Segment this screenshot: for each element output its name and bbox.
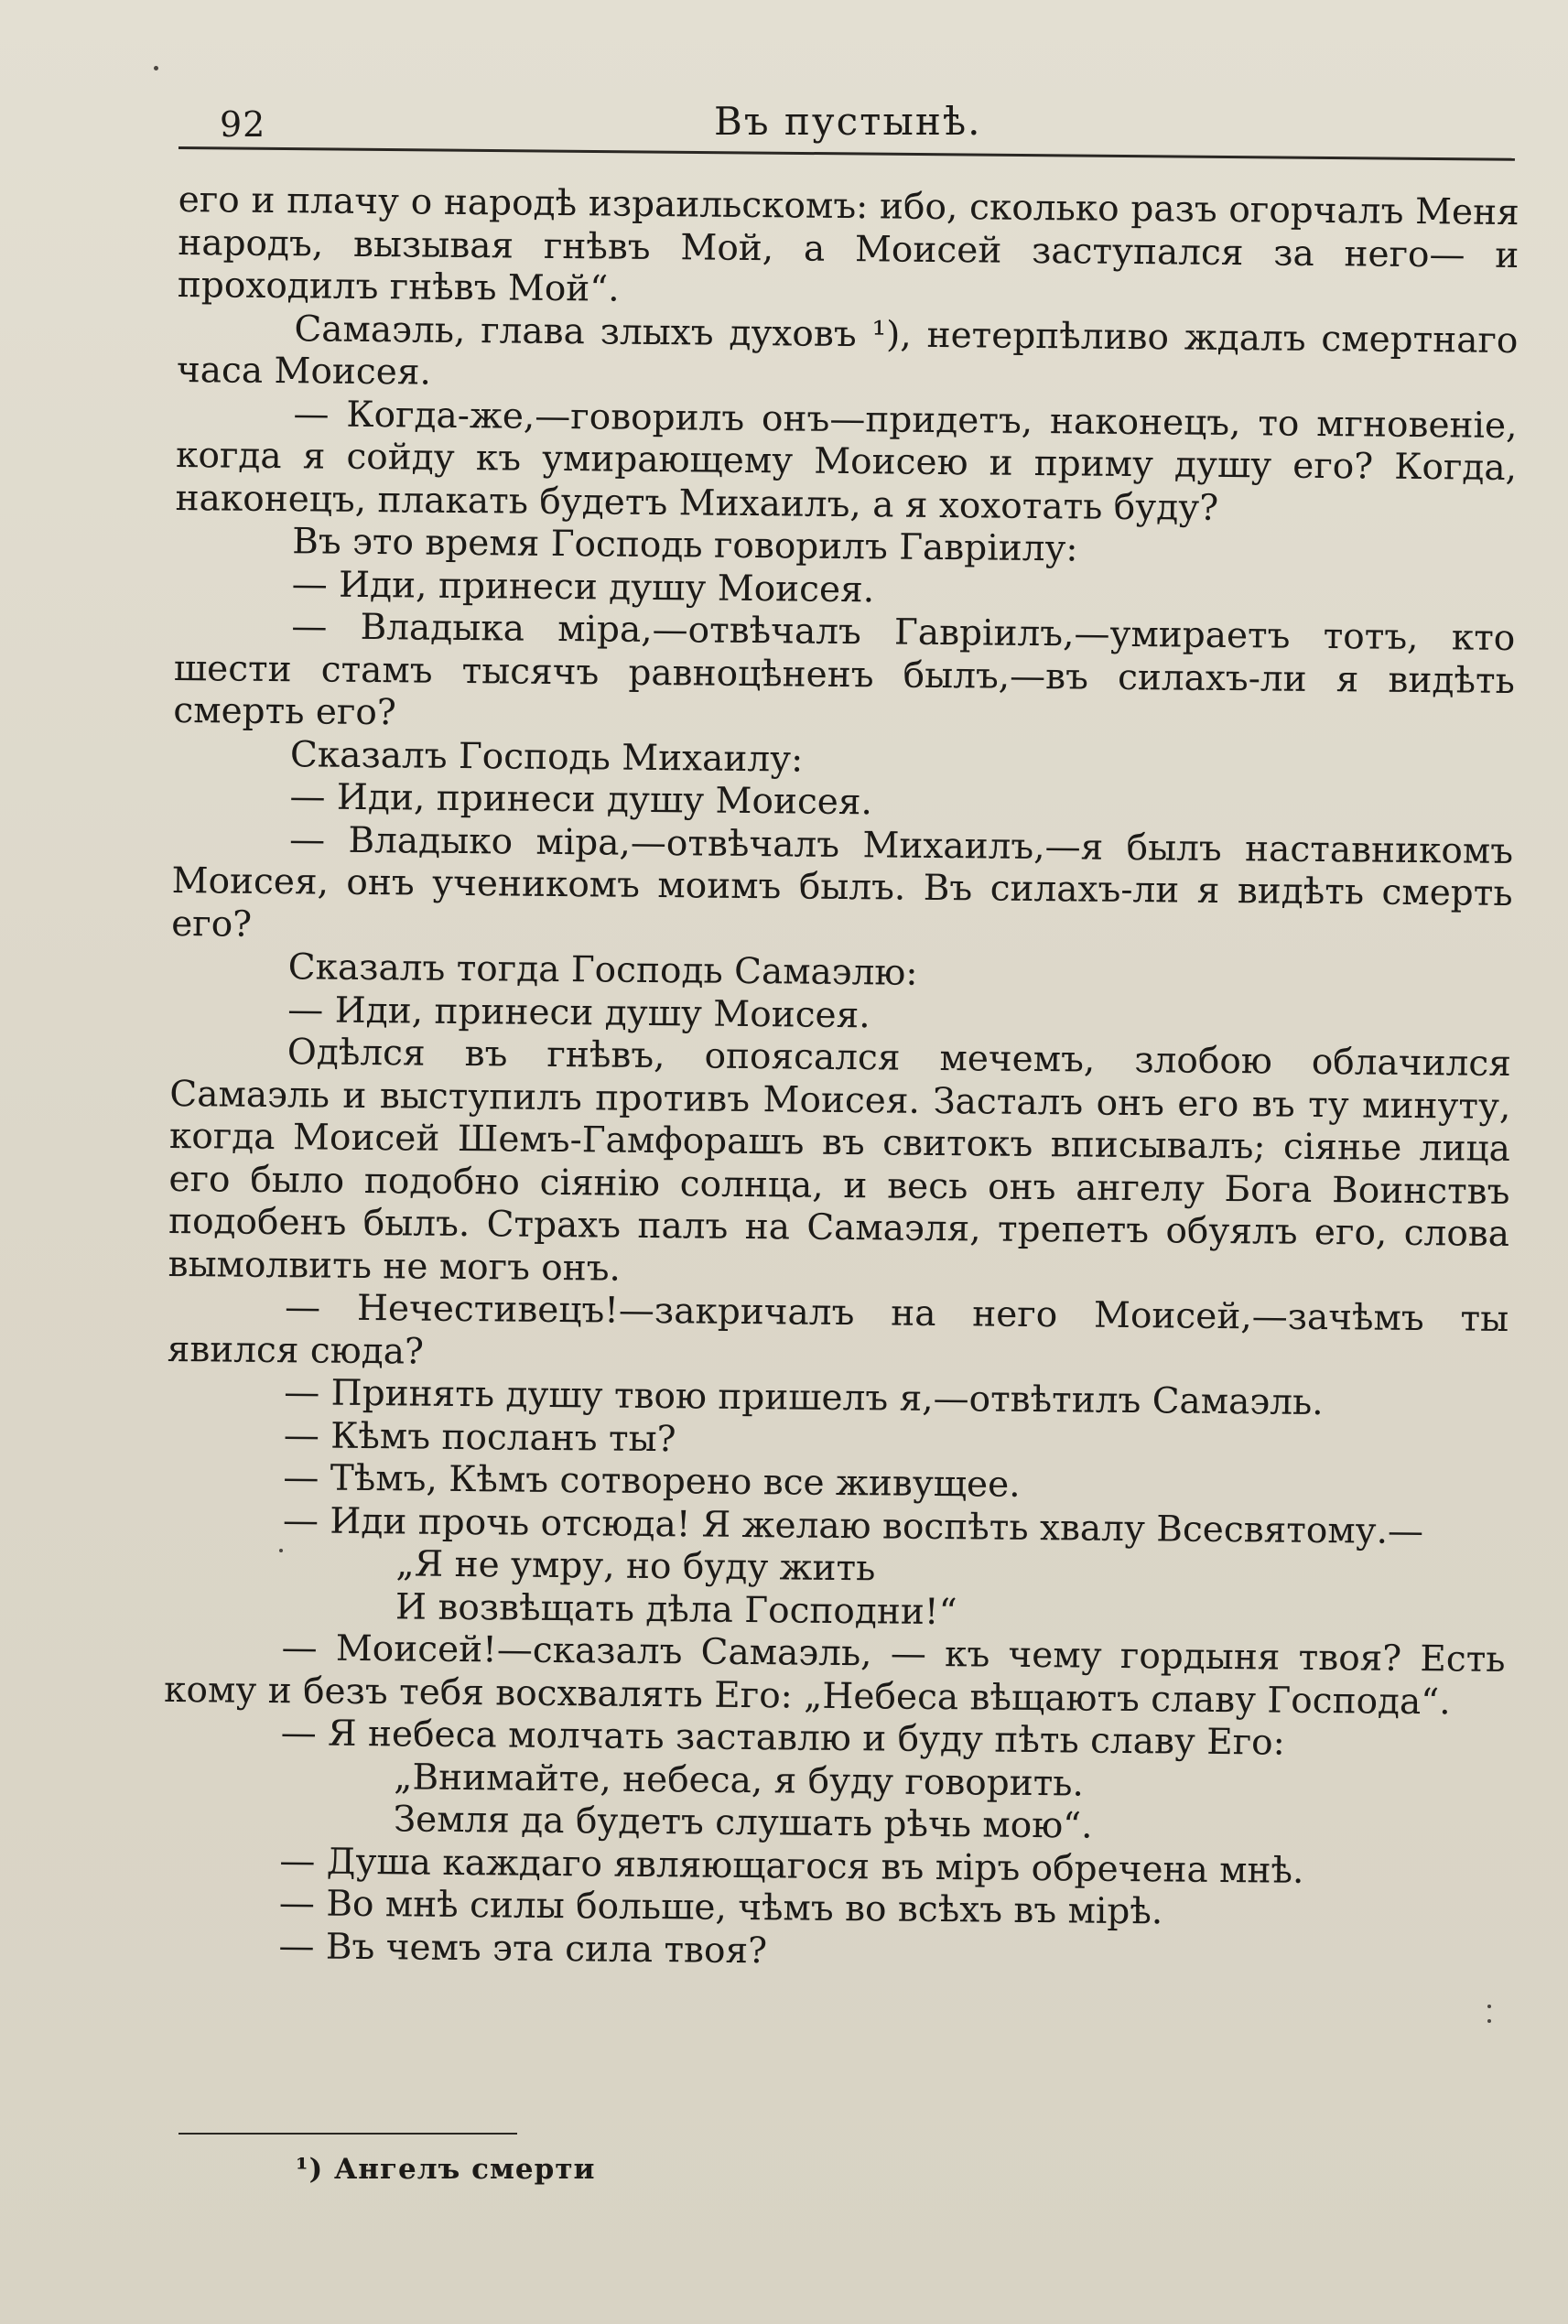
footnote-area — [178, 2133, 911, 2186]
paragraph: — Тѣмъ, Кѣмъ сотворено все живущее. — [283, 1457, 1021, 1506]
print-speck — [154, 66, 158, 70]
verse-line: Земля да будетъ слушать рѣчь мою“. — [393, 1799, 1093, 1847]
paragraph: Сказалъ Господь Михаилу: — [289, 733, 804, 781]
paragraph: — Когда-же,—говорилъ онъ—придетъ, наконецъ, то мгновеніе, когда я сойду къ умирающему Моисею и приму душу его? Когда, наконецъ, плакать будетъ Михаилъ, а я хохотать буду? — [175, 393, 1518, 529]
footnote-rule — [178, 2133, 517, 2135]
verse-line: И возвѣщать дѣла Господни!“ — [395, 1585, 957, 1633]
print-speck — [279, 1549, 283, 1552]
paragraph: — Нечестивецъ!—закричалъ на него Моисей,—зачѣмъ ты явился сюда? — [167, 1287, 1509, 1373]
footnote: ¹) Ангелъ смерти — [296, 2153, 596, 2186]
running-head: Въ пустынѣ. — [714, 99, 982, 144]
paragraph: — Душа каждаго являющагося въ міръ обречена мнѣ. — [279, 1840, 1304, 1892]
paragraph: — Моисей!—сказалъ Самаэль, — къ чему гордыня твоя? Есть кому и безъ тебя восхвалять Его: „Небеса вѣщаютъ славу Господа“. — [163, 1627, 1506, 1723]
paragraph: — Кѣмъ посланъ ты? — [283, 1414, 676, 1460]
paragraph: Самаэль, глава злыхъ духовъ ¹), нетерпѣливо ждалъ смертнаго часа Моисея. — [176, 308, 1519, 394]
paragraph: — Во мнѣ силы больше, чѣмъ во всѣхъ въ мірѣ. — [278, 1883, 1163, 1933]
paragraph: — Иди прочь отсюда! Я желаю воспѣть хвалу Всесвятому.— — [282, 1499, 1424, 1552]
page-header — [178, 99, 1515, 154]
print-speck — [1487, 2005, 1491, 2008]
paragraph: — Въ чемъ эта сила твоя? — [278, 1925, 768, 1972]
print-speck — [1487, 2019, 1491, 2023]
paragraph: — Владыко міра,—отвѣчалъ Михаилъ,—я былъ наставникомъ Моисея, онъ ученикомъ моимъ былъ. Въ силахъ-ли я видѣть смерть его? — [170, 818, 1514, 946]
paragraph: — Я небеса молчать заставлю и буду пѣть славу Его: — [280, 1713, 1285, 1764]
paragraph: — Иди, принеси душу Моисея. — [291, 563, 875, 611]
paragraph: Въ это время Господь говорилъ Гавріилу: — [291, 521, 1078, 570]
paragraph: — Владыка міра,—отвѣчалъ Гавріилъ,—умираетъ тотъ, кто шести стамъ тысячъ равноцѣненъ былъ,—въ силахъ-ли я видѣть смерть его? — [173, 606, 1516, 734]
paragraph: Сказалъ тогда Господь Самаэлю: — [287, 946, 918, 994]
paragraph: — Иди, принеси душу Моисея. — [289, 776, 873, 824]
verse-line: „Я не умру, но буду жить — [395, 1543, 876, 1590]
paragraph: его и плачу о народѣ израильскомъ: ибо, сколько разъ огорчалъ Меня народъ, вызывая гнѣвъ Мой, а Моисей заступался за него— и проходилъ гнѣвъ Мой“. — [177, 179, 1519, 310]
paragraph: — Принять душу твою пришелъ я,—отвѣтилъ Самаэль. — [284, 1372, 1324, 1424]
paragraph: Одѣлся въ гнѣвъ, опоясался мечемъ, злобою облачился Самаэль и выступилъ противъ Моисея. Засталъ онъ его въ ту минуту, когда Моисей Шемъ-Гамфорашъ въ свитокъ вписывалъ; сіянье лица его было подобно сіянію солнца, и весь онъ ангелу Бога Воинствъ подобенъ былъ. Страхъ палъ на Самаэля, трепетъ обуялъ его, слова вымолвить не могъ онъ. — [168, 1032, 1512, 1290]
verse-line: „Внимайте, небеса, я буду говорить. — [394, 1756, 1085, 1805]
page-number: 92 — [220, 104, 266, 145]
body-text — [161, 179, 1519, 1980]
paragraph: — Иди, принеси душу Моисея. — [287, 989, 871, 1036]
